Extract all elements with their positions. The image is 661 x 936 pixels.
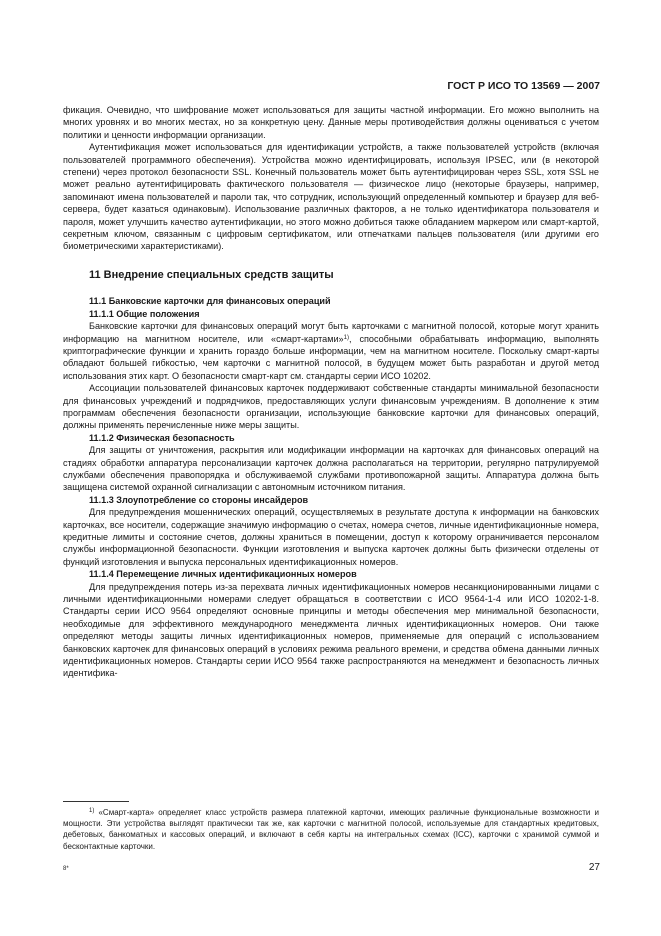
footnote-ref: 1) xyxy=(343,334,349,341)
paragraph: Для защиты от уничтожения, раскрытия или модификации информации на карточках для финансовых операций на стадиях обработки аппаратура персонализации карточек должна располагаться на территории, регулярно патрулируемой службами обеспечения правопорядка и обслуживаемой службами противопожарной защиты. Аппаратура должна быть защищена системой охранной сигнализации с автономным источником питания. xyxy=(63,445,599,493)
paragraph xyxy=(63,320,599,382)
paragraph: Аутентификация может использоваться для идентификации устройств, а также пользователей устройств (включая пользователей программного обеспечения). Устройства можно идентифицировать, используя IPSEC, или (в некоторой степени) через протокол безопасности SSL. Конечный пользователь может быть аутентифицирован через SSL, хотя SSL не может реально аутентифицировать фактического пользователя — физическое лицо (некоторые браузеры, например, запоминают имена пользователей и пароли так, что сотрудник, использующий определенный компьютер и браузер для веб-сервера, будет казаться одинаковым). Использование различных факторов, а не только идентификатора пользователя и пароля, может улучшить качество аутентификации, но этого можно добиться также обладанием маркером или смарт-картой, секретным ключом, связанным с цифровым сертификатом, или отпечатками пальцев пользователя (или другими его биометрическими характеристиками). xyxy=(63,142,599,252)
paragraph: Ассоциации пользователей финансовых карточек поддерживают собственные стандарты минимальной безопасности для финансовых учреждений и подрядчиков, предоставляющих услуги финансовым учреждениям. В дополнение к этим программам обеспечения безопасности организации, использующие банковские карточки для финансовых операций, должны применять перечисленные ниже меры защиты. xyxy=(63,383,599,431)
paragraph: Для предупреждения мошеннических операций, осуществляемых в результате доступа к информации на банковских карточках, все носители, содержащие значимую информацию о счетах, номера счетов, личные идентификационные номера, кредитные лимиты и состояние счетов, должны храниться в помещении, доступ к которому ограничивается персоналом службы информационной безопасности. Функции изготовления и выпуска карточек должны быть физически отделены от функций изготовления и выпуска персональных идентификационных номеров. xyxy=(63,507,599,567)
subsection-heading: 11.1.1 Общие положения xyxy=(89,308,200,319)
page-number: 27 xyxy=(588,862,600,873)
subsection-heading: 11.1.3 Злоупотребление со стороны инсайдеров xyxy=(89,494,309,505)
footnote-text: «Смарт-карта» определяет класс устройств размера платежной карточки, имеющих различные функциональные возможности и мощности. Эти устройства выглядят практически так же, как карточки с магнитной полосой, используемые для стандартных кредитовых, дебетовых, банкоматных и кассовых операций, и включают в себя карты на интегральных схемах (ICC), карточки с хранимой суммой и бесконтактные карточки. xyxy=(63,808,600,851)
subsection-heading: 11.1.2 Физическая безопасность xyxy=(89,432,235,443)
paragraph: фикация. Очевидно, что шифрование может использоваться для защиты частной информации. Его можно выполнить на многих уровнях и во многих местах, но за конкретную цену. Данные меры противодействия должны оцениваться с учетом политики и ценности информации организации. xyxy=(63,105,599,140)
section-heading: 11 Внедрение специальных средств защиты xyxy=(89,268,334,281)
paragraph-part: Банковские карточки для финансовых операций могут быть карточками с магнитной полосой, которые могут хранить информацию на магнитном носителе, или «смарт-картами» xyxy=(63,321,599,344)
paragraph-part: , способными обрабатывать информацию, выполнять криптографические функции и хранить гораздо больше информации, чем на магнитном носителе. Поскольку смарт-карты обладают большей гибкостью, чем карточки с магнитной полосой, в будущем может быть разработан и другой метод использования этих карт. О безопасности смарт-карт см. стандарты серии ИСО 10202. xyxy=(63,333,599,381)
document-header: ГОСТ Р ИСО ТО 13569 — 2007 xyxy=(447,80,600,92)
footnote-divider xyxy=(63,801,129,802)
paragraph: Для предупреждения потерь из-за перехвата личных идентификационных номеров несанкционированными лицами с личными идентификационными номерами следует обращаться в соответствии с ИСО 9564-1-4 или ИСО 10202-1-8. Стандарты серии ИСО 9564 определяют основные принципы и методы обеспечения мер минимальной безопасности, необходимые для эффективного международного менеджмента личных идентификационных номеров. Они также определяют методы защиты личных идентификационных номеров, применяемые для операций с использованием банковских карточек для финансовых операций в условиях режима реального времени, и средства обмена данными личных идентификационных номеров. Стандарты серии ИСО 9564 также распространяются на менеджмент и безопасность личных идентифика- xyxy=(63,581,599,679)
footnote-mark: 1) xyxy=(89,808,95,814)
body-text xyxy=(63,104,599,680)
subsection-heading: 11.1.4 Перемещение личных идентификационных номеров xyxy=(89,569,357,580)
printer-signature: 8* xyxy=(63,866,69,872)
subsection-heading: 11.1 Банковские карточки для финансовых операций xyxy=(89,296,331,307)
footnote xyxy=(63,807,599,852)
